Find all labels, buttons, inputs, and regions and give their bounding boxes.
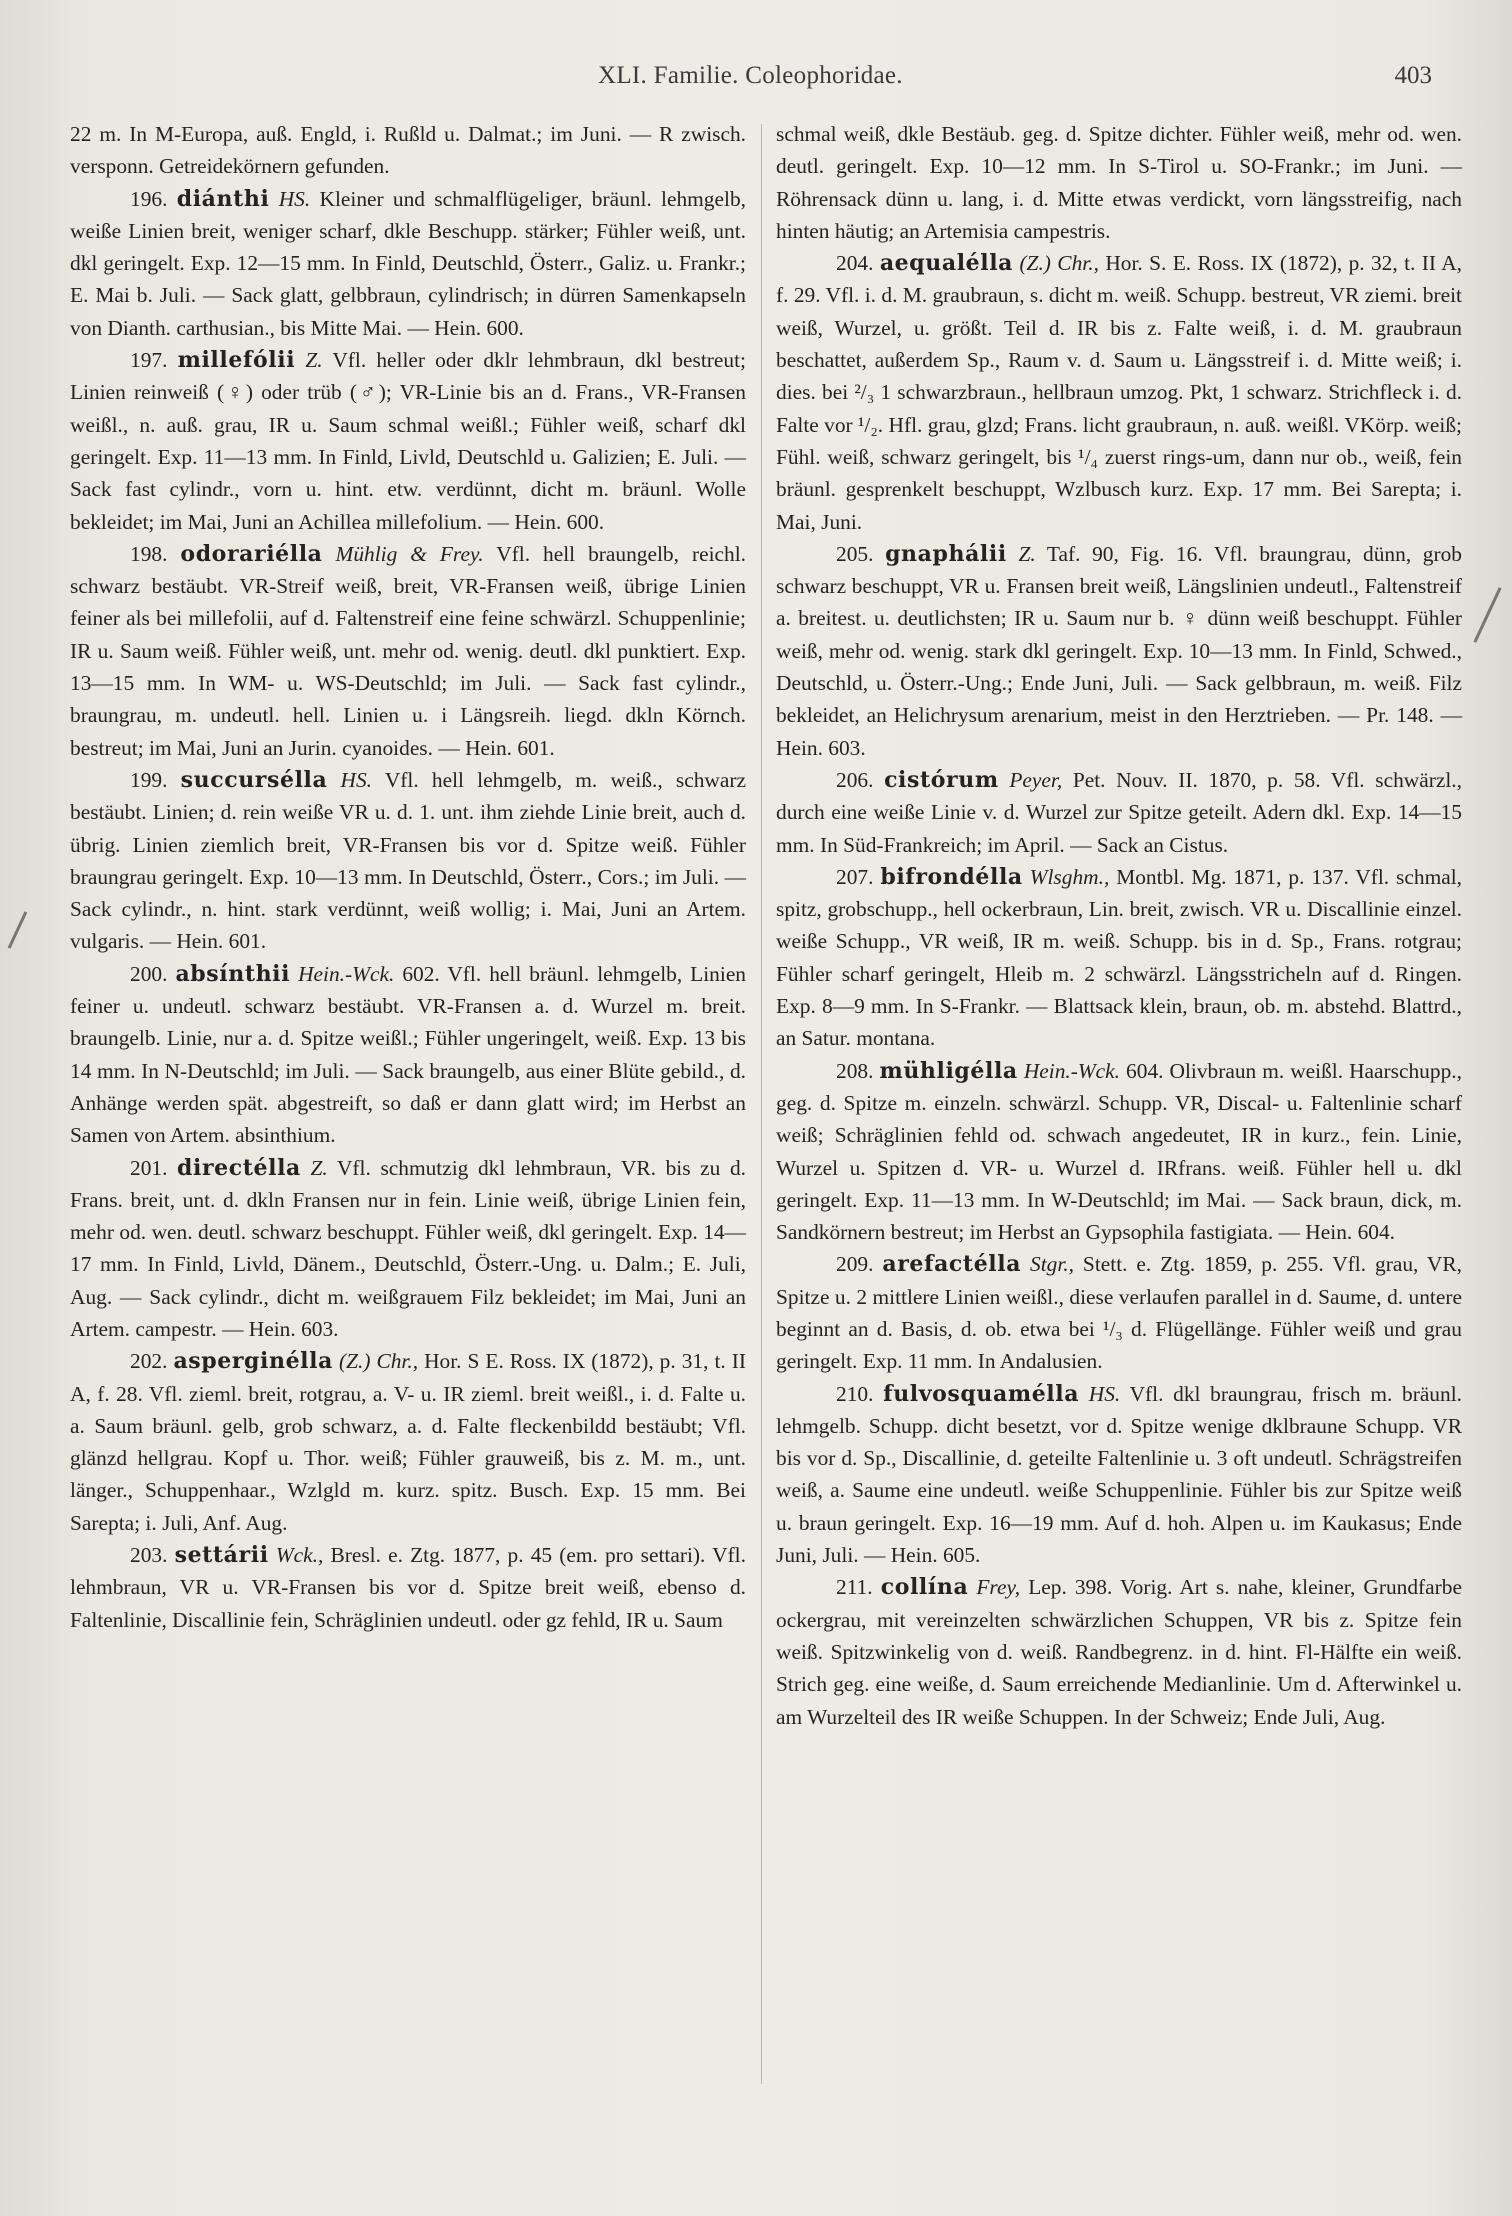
entry-text: Vfl. hell lehmgelb, m. weiß., schwarz bestäubt. Linien; d. rein weiße VR u. d. 1. unt. ihm ziehde Linie breit, auch d. übrig. Linien ziemlich breit, VR-Fransen bis vor d. Spitze weiß. Fühler braungrau geringelt. Exp. 10—13 mm. In Deutschld, Österr., Cors.; im Juli. — Sack cylindr., n. hint. stark verdünnt, weiß wollig; i. Mai, Juni an Artem. vulgaris. — Hein. 601. <box>70 767 746 954</box>
entry-number: 202. <box>130 1349 168 1374</box>
entry-number: 199. <box>130 767 168 792</box>
species-name: arefactélla <box>882 1251 1022 1278</box>
entry-text: Bresl. e. Ztg. 1877, p. 45 (em. pro settari). Vfl. lehmbraun, VR u. VR-Fransen bis vor d. Spitze breit weiß, ebenso d. Faltenlinie, Discallinie fein, Schräglinien undeutl. oder gz fehld, IR u. Saum <box>70 1543 746 1632</box>
entry-text: Pet. Nouv. II. 1870, p. 58. Vfl. schwärzl., durch eine weiße Linie v. d. Wurzel zur Spitze geteilt. Adern dkl. Exp. 14—15 mm. In Süd-Frankreich; im April. — Sack an Cistus. <box>776 767 1462 857</box>
entry-text: 604. Olivbraun m. weißl. Haarschupp., geg. d. Spitze m. einzeln. schwärzl. Schupp. VR, Discal- u. Faltenlinie scharf weiß; Schräglinien fehld od. schwach angedeutet, IR in kurz., fein. Linie, Wurzel u. Spitzen d. VR- u. Wurzel d. IRfrans. weiß. Fühler hell u. dkl geringelt. Exp. 11—13 mm. In W-Deutschld; im Mai. — Sack braun, dick, m. Sandkörnern bestreut; im Herbst an Gypsophila fastigiata. — Hein. 604. <box>776 1058 1462 1245</box>
entry-text: Taf. 90, Fig. 16. Vfl. braungrau, dünn, grob schwarz beschuppt, VR u. Fransen breit weiß, Längslinien undeutl., Faltenstreif a. breitest. u. deutlichsten; IR u. Saum nur b. ♀ dünn weiß beschuppt. Fühler weiß, mehr od. wenig. stark dkl geringelt. Exp. 10—13 mm. In Finld, Schwed., Deutschld, u. Österr.-Ung.; Ende Juni, Juli. — Sack gelbbraun, m. weiß. Filz bekleidet, an Helichrysum arenarium, meist in den Herztrieben. — Pr. 148. — Hein. 603. <box>776 541 1462 760</box>
page-number: 403 <box>1394 62 1432 89</box>
entry-number: 204. <box>836 251 874 276</box>
entry-text: Vfl. dkl braungrau, frisch m. bräunl. lehmgelb. Schupp. dicht besetzt, vor d. Spitze wenige dklbraune Schupp. VR bis vor d. Sp., Discallinie, d. geteilte Faltenlinie u. 3 oft undeutl. Schrägstreifen weiß, a. Saume eine undeutl. weiße Schuppenlinie. Fühler bis zur Spitze weiß u. braun geringelt. Exp. 16—19 mm. Auf d. hoh. Alpen u. im Kaukasus; Ende Juni, Juli. — Hein. 605. <box>776 1381 1462 1568</box>
entry-number: 201. <box>130 1155 168 1180</box>
entry-text: schmal weiß, dkle Bestäub. geg. d. Spitze dichter. Fühler weiß, mehr od. wen. deutl. geringelt. Exp. 10—12 mm. In S-Tirol u. SO-Frankr.; im Juni. — Röhrensack dünn u. lang, i. d. Mitte etwas verdickt, vorn längsstreifig, nach hinten häutig; an Artemisia campestris. <box>776 122 1462 243</box>
right-column <box>776 118 1462 1733</box>
entry-text: Vfl. hell braungelb, reichl. schwarz bestäubt. VR-Streif weiß, breit, VR-Fransen weiß, übrige Linien feiner als bei millefolii, auf d. Faltenstreif eine feine schwärzl. Schuppenlinie; IR u. Saum weiß. Fühler weiß, unt. mehr od. wenig. deutl. dkl punktiert. Exp. 13—15 mm. In WM- u. WS-Deutschld; im Juli. — Sack fast cylindr., braungrau, m. undeutl. hell. Linien u. i Längsreih. liegd. dkln Körnch. bestreut; im Mai, Juni an Jurin. cyanoides. — Hein. 601. <box>70 541 746 760</box>
species-entry <box>70 958 746 1152</box>
species-entry <box>776 1378 1462 1572</box>
entry-number: 210. <box>836 1381 874 1406</box>
entry-number: 205. <box>836 541 874 566</box>
species-author: HS. <box>1088 1381 1121 1406</box>
species-author: HS. <box>340 767 373 792</box>
species-name: mühligélla <box>879 1057 1018 1084</box>
species-author: Wck., <box>275 1543 324 1568</box>
species-entry <box>776 247 1462 538</box>
entry-text: Kleiner und schmalflügeliger, bräunl. lehmgelb, weiße Linien breit, weniger scharf, dkle Beschupp. stärker; Fühler weiß, unt. dkl geringelt. Exp. 12—15 mm. In Finld, Deutschld, Österr., Galiz. u. Frankr.; E. Mai b. Juli. — Sack glatt, gelbbraun, cylindrisch; in dürren Samenkapseln von Dianth. carthusian., bis Mitte Mai. — Hein. 600. <box>70 186 746 340</box>
species-name: odorariélla <box>180 540 323 567</box>
species-entry <box>70 1345 746 1539</box>
entry-number: 206. <box>836 767 874 792</box>
species-entry <box>776 1571 1462 1732</box>
entry-number: 209. <box>836 1252 874 1277</box>
entry-text: Stett. e. Ztg. 1859, p. 255. Vfl. grau, VR, Spitze u. 2 mittlere Linien weißl., diese verlaufen parallel in d. Saume, d. untere beginnt an d. Basis, d. ob. etwa bei ¹/₃ d. Flügellänge. Fühler weiß und grau geringelt. Exp. 11 mm. In Andalusien. <box>776 1252 1462 1374</box>
species-entry <box>776 118 1462 247</box>
species-name: directélla <box>177 1154 301 1181</box>
species-author: Z. <box>310 1155 328 1180</box>
entry-number: 200. <box>130 961 168 986</box>
margin-pencil-mark <box>8 911 28 949</box>
species-entry <box>776 1248 1462 1377</box>
species-name: absínthii <box>175 960 291 987</box>
species-author: Z. <box>305 348 323 373</box>
species-author: (Z.) Chr., <box>1019 251 1099 276</box>
species-entry <box>70 183 746 344</box>
species-author: (Z.) Chr., <box>338 1349 419 1374</box>
species-entry <box>776 538 1462 764</box>
species-author: Wlsghm., <box>1029 864 1110 889</box>
species-name: gnaphálii <box>885 540 1007 567</box>
entry-number: 211. <box>836 1575 873 1600</box>
page-header <box>70 62 1442 102</box>
entry-text: 22 m. In M-Europa, auß. Engld, i. Rußld u. Dalmat.; im Juni. — R zwisch. versponn. Getreidekörnern gefunden. <box>70 122 746 179</box>
running-title: XLI. Familie. Coleophoridae. <box>598 62 903 89</box>
species-entry <box>70 1152 746 1346</box>
species-name: aequalélla <box>879 250 1014 277</box>
left-column <box>70 118 746 1636</box>
species-entry <box>776 861 1462 1055</box>
species-entry <box>70 764 746 958</box>
species-entry <box>70 344 746 538</box>
species-author: Hein.-Wck. <box>298 961 395 986</box>
species-name: succursélla <box>180 766 328 793</box>
entry-number: 207. <box>836 864 874 889</box>
entry-number: 198. <box>130 541 168 566</box>
entry-number: 208. <box>836 1058 874 1083</box>
species-name: millefólii <box>177 347 296 374</box>
species-author: Frey, <box>976 1575 1021 1600</box>
species-name: fulvosquamélla <box>883 1380 1080 1407</box>
species-name: collína <box>880 1574 969 1601</box>
species-author: Hein.-Wck. <box>1023 1058 1121 1083</box>
species-entry <box>776 1055 1462 1249</box>
species-name: settárii <box>174 1542 269 1569</box>
species-entry <box>776 764 1462 861</box>
species-author: Z. <box>1018 541 1036 566</box>
species-name: cistórum <box>884 766 999 793</box>
column-divider <box>761 124 762 2084</box>
entry-number: 196. <box>130 186 168 211</box>
species-entry <box>70 118 746 183</box>
species-entry <box>70 1539 746 1636</box>
entry-number: 197. <box>130 348 168 373</box>
entry-text: Hor. S. E. Ross. IX (1872), p. 32, t. II A, f. 29. Vfl. i. d. M. graubraun, s. dicht m. weiß. Schupp. bestreut, VR ziemi. breit weiß, Wurzel, u. größt. Teil d. IR bis z. Falte weiß, i. d. M. graubraun beschattet, außerdem Sp., Raum v. d. Saum u. Längsstreif i. d. Mitte weiß; i. dies. bei ²/₃ 1 schwarzbraun., hellbraun umzog. Pkt, 1 schwarz. Strichfleck i. d. Falte vor ¹/₂. Hfl. grau, glzd; Frans. licht graubraun, n. auß. weißl. VKörp. weiß; Fühl. weiß, schwarz geringelt, bis ¹/₄ zuerst rings-um, dann nur ob., weiß, fein bräunl. gesprenkelt beschuppt, Wzlbusch kurz. Exp. 17 mm. Bei Sarepta; i. Mai, Juni. <box>776 251 1463 534</box>
species-author: Peyer, <box>1009 767 1063 792</box>
entry-text: 602. Vfl. hell bräunl. lehmgelb, Linien feiner u. undeutl. schwarz bestäubt. VR-Fransen a. d. Wurzel m. breit. braungelb. Linie, nur a. d. Spitze weißl.; Fühler ungeringelt, weiß. Exp. 13 bis 14 mm. In N-Deutschld; im Juli. — Sack braungelb, aus einer Blüte gebild., d. Anhänge werden spät. abgestreift, so daß er dann glatt wird; im Herbst an Samen von Artem. absinthium. <box>70 961 747 1148</box>
species-entry <box>70 538 746 764</box>
species-name: diánthi <box>176 185 270 212</box>
species-author: Mühlig & Frey. <box>335 541 484 566</box>
entry-text: Vfl. schmutzig dkl lehmbraun, VR. bis zu d. Frans. breit, unt. d. dkln Fransen nur in fein. Linie weiß, übrige Linien fein, mehr od. wen. deutl. schwarz beschuppt. Fühler weiß, dkl geringelt. Exp. 14—17 mm. In Finld, Livld, Dänem., Deutschld, Österr.-Ung. u. Dalm.; E. Juli, Aug. — Sack cylindr., dicht m. weißgrauem Filz bekleidet; im Mai, Juni an Artem. campestr. — Hein. 603. <box>70 1155 746 1341</box>
species-name: asperginélla <box>173 1348 333 1375</box>
species-name: bifrondélla <box>880 863 1023 890</box>
entry-text: Lep. 398. Vorig. Art s. nahe, kleiner, Grundfarbe ockergrau, mit vereinzelten schwärzlichen Schuppen, VR bis z. Spitze fein weiß. Spitzwinkelig von d. weiß. Randbegrenz. in d. hint. Fl-Hälfte ein weiß. Strich geg. eine weiße, d. Saum erreichende Medianlinie. Um d. Afterwinkel u. am Wurzelteil des IR weiße Schuppen. In der Schweiz; Ende Juli, Aug. <box>776 1575 1462 1729</box>
entry-text: Montbl. Mg. 1871, p. 137. Vfl. schmal, spitz, grobschupp., hell ockerbraun, Lin. breit, zwisch. VR u. Discallinie einzel. weiße Schupp., VR weiß, IR m. weiß. Schupp. bis in d. Sp., Frans. rotgrau; Fühler scharf geringelt, Hleib m. 2 schwärzl. Längsstricheln auf d. Ringen. Exp. 8—9 mm. In S-Frankr. — Blattsack klein, braun, ob. m. abstehd. Blattrd., an Satur. montana. <box>776 864 1462 1051</box>
entry-number: 203. <box>130 1543 168 1568</box>
margin-pencil-mark <box>1473 587 1501 643</box>
species-author: HS. <box>278 186 311 211</box>
species-author: Stgr., <box>1030 1252 1074 1277</box>
entry-text: Hor. S E. Ross. IX (1872), p. 31, t. II A, f. 28. Vfl. zieml. breit, rotgrau, a. V- u. IR zieml. breit weißl., i. d. Falte u. a. Saum bräunl. gelb, grob schwarz, a. d. Falte fleckenbildd bestäubt; Vfl. glänzd hellgrau. Kopf u. Thor. weiß; Fühler grauweiß, bis z. M. m., unt. länger., Schuppenhaar., Wzlgld m. kurz. spitz. Busch. Exp. 15 mm. Bei Sarepta; i. Juli, Anf. Aug. <box>70 1349 746 1535</box>
entry-text: Vfl. heller oder dklr lehmbraun, dkl bestreut; Linien reinweiß (♀) oder trüb (♂); VR-Linie bis an d. Frans., VR-Fransen weißl., n. auß. grau, IR u. Saum schmal weißl.; Fühler weiß, scharf dkl geringelt. Exp. 11—13 mm. In Finld, Livld, Deutschld u. Galizien; E. Juli. — Sack fast cylindr., vorn u. hint. etw. verdünnt, dicht m. bräunl. Wolle bekleidet; im Mai, Juni an Achillea millefolium. — Hein. 600. <box>70 348 747 534</box>
